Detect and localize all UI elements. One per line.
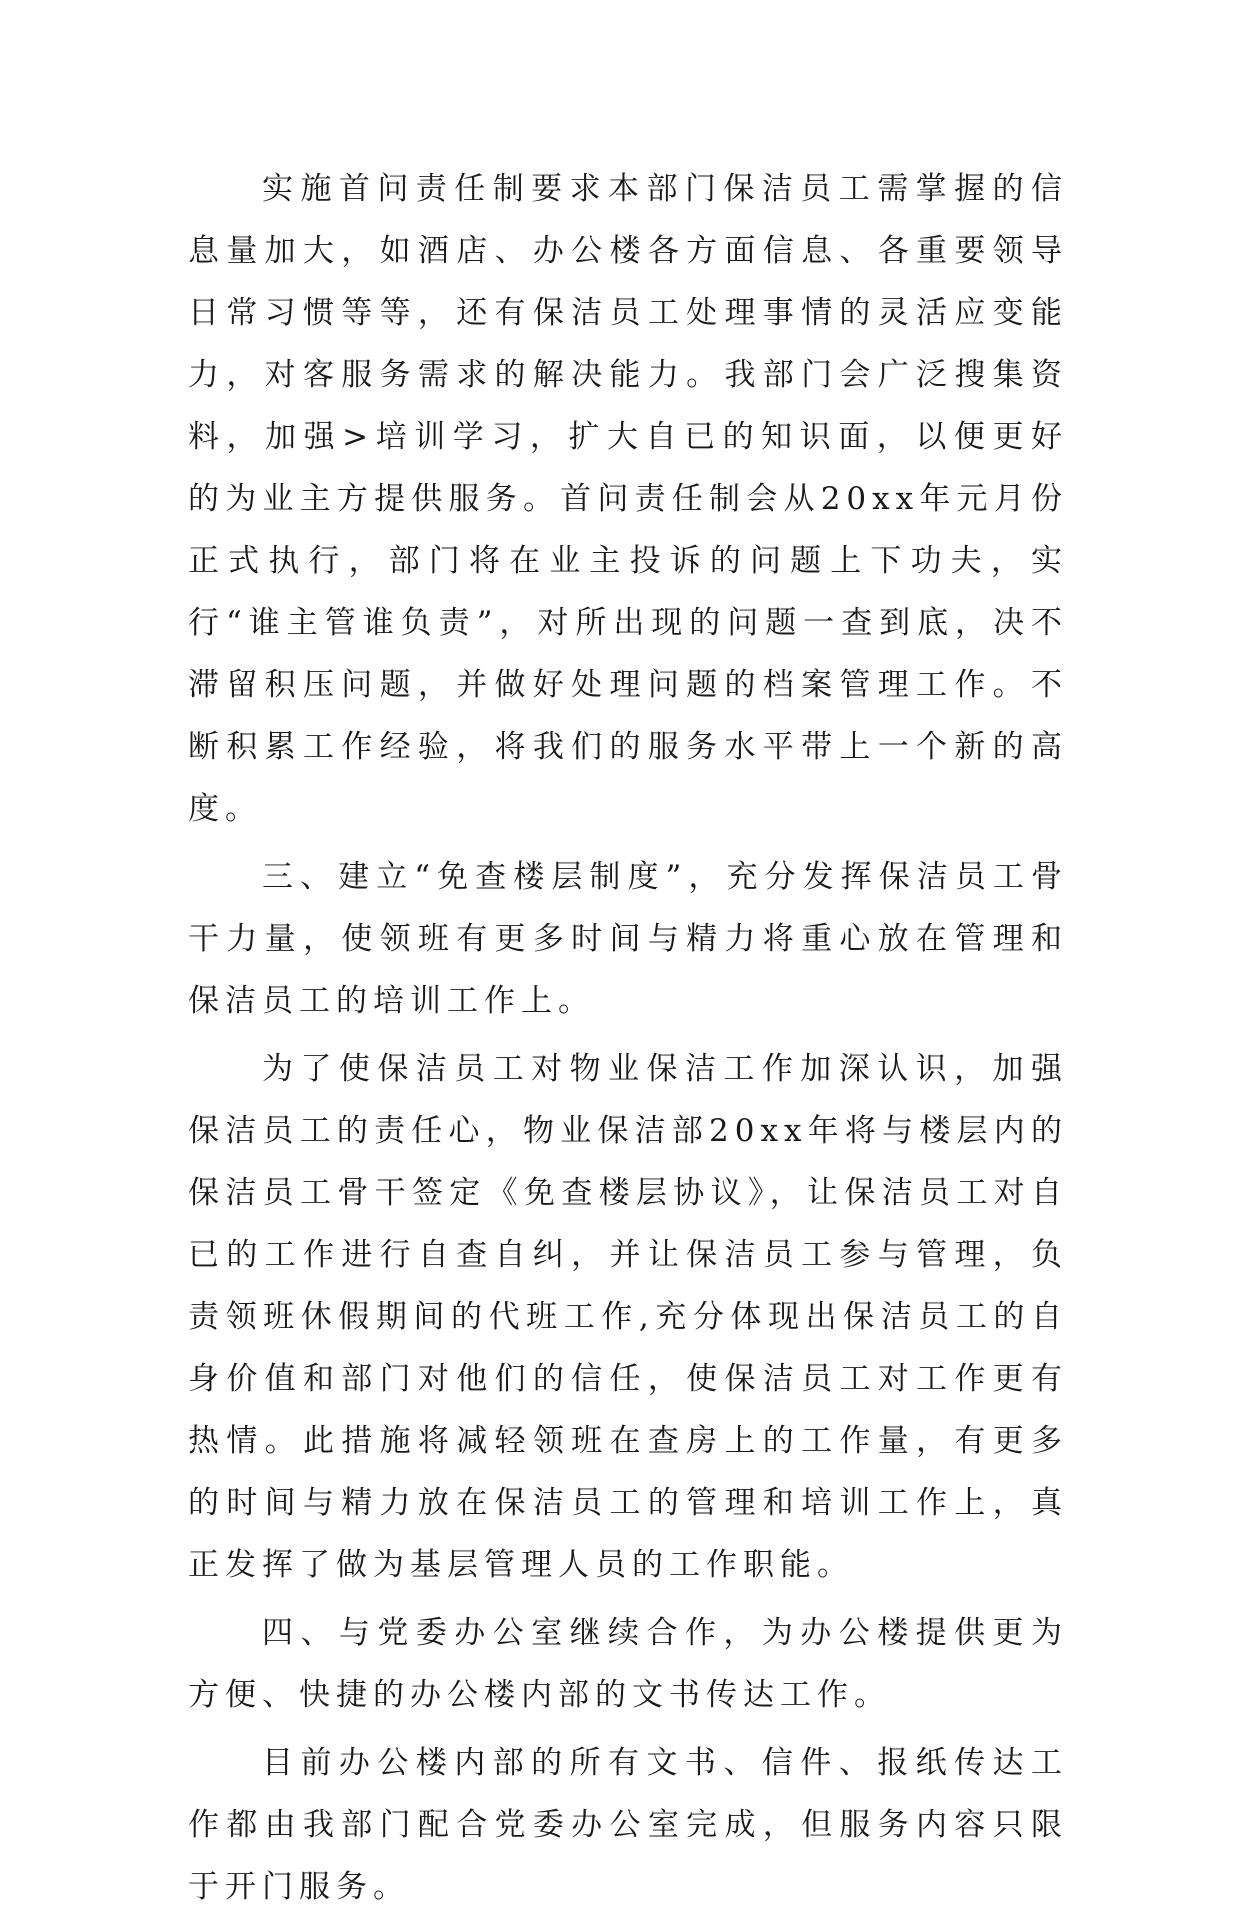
paragraph-section-four-heading: 四、与党委办公室继续合作，为办公楼提供更为方便、快捷的办公楼内部的文书传达工作。 (188, 1615, 1068, 1713)
paragraph-first-response-system: 实施首问责任制要求本部门保洁员工需掌握的信息量加大，如酒店、办公楼各方面信息、各重要领导日常习惯等等，还有保洁员工处理事情的灵活应变能力，对客服务需求的解决能力。我部门会广泛搜集资料，加强>培训学习，扩大自已的知识面，以便更好的为业主方提供服务。首问责任制会从20xx年元月份正式执行，部门将在业主投诉的问题上下功夫，实行“谁主管谁负责”，对所出现的问题一查到底，决不滞留积压问题，并做好处理问题的档案管理工作。不断积累工作经验，将我们的服务水平带上一个新的高度。 (188, 171, 1068, 827)
paragraph-section-three-heading: 三、建立“免查楼层制度”，充分发挥保洁员工骨干力量，使领班有更多时间与精力将重心放在管理和保洁员工的培训工作上。 (188, 859, 1068, 1019)
paragraph-floor-exemption-details: 为了使保洁员工对物业保洁工作加深认识，加强保洁员工的责任心，物业保洁部20xx年将与楼层内的保洁员工骨干签定《免查楼层协议》，让保洁员工对自已的工作进行自查自纠，并让保洁员工参与管理，负责领班休假期间的代班工作,充分体现出保洁员工的自身价值和部门对他们的信任，使保洁员工对工作更有热情。此措施将减轻领班在查房上的工作量，有更多的时间与精力放在保洁员工的管理和培训工作上，真正发挥了做为基层管理人员的工作职能。 (188, 1051, 1068, 1583)
document-body (188, 158, 1068, 1918)
paragraph-document-delivery: 目前办公楼内部的所有文书、信件、报纸传达工作都由我部门配合党委办公室完成，但服务内容只限于开门服务。 (188, 1745, 1068, 1905)
